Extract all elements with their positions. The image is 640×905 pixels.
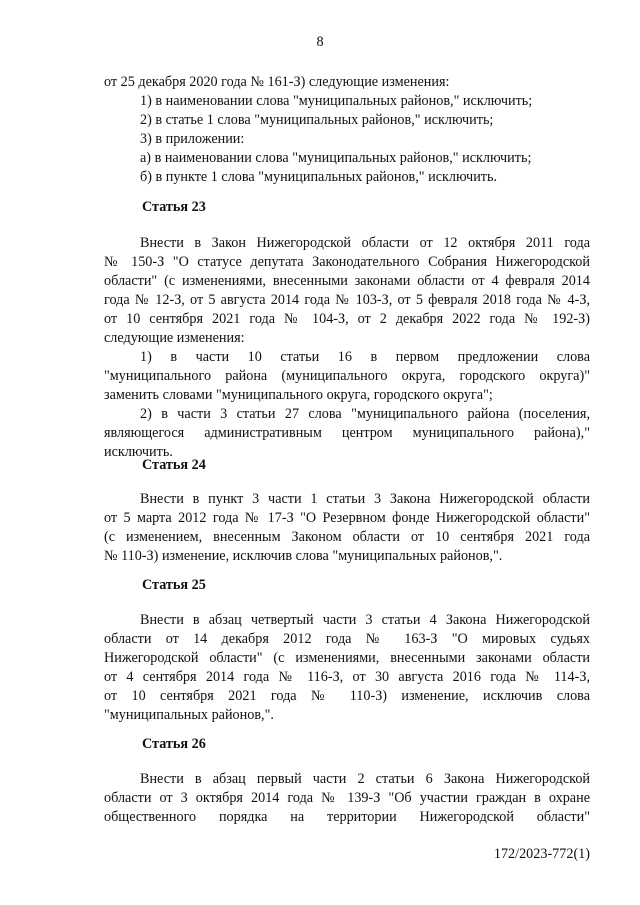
page-number: 8: [316, 34, 324, 50]
text-line: от 10 сентября 2021 года № 110-З) изменение, исключив слова: [104, 688, 590, 704]
article-heading: Статья 24: [142, 457, 206, 473]
text-line: Нижегородской области" (с изменениями, внесенными законами области: [104, 650, 590, 666]
article-heading: Статья 23: [142, 199, 206, 215]
text-line: а) в наименовании слова "муниципальных районов," исключить;: [140, 150, 532, 166]
article-heading: Статья 25: [142, 577, 206, 593]
text-line: от 10 сентября 2021 года № 104-З, от 2 декабря 2022 года № 192-З): [104, 311, 590, 327]
text-line: Внести в пункт 3 части 1 статьи 3 Закона Нижегородской области: [140, 491, 590, 507]
text-line: являющегося административным центром муниципального района),": [104, 425, 590, 441]
text-line: следующие изменения:: [104, 330, 245, 346]
text-line: области от 3 октября 2014 года № 139-З "Об участии граждан в охране: [104, 790, 590, 806]
text-line: общественного порядка на территории Нижегородской области": [104, 809, 590, 825]
text-line: Внести в абзац первый части 2 статьи 6 Закона Нижегородской: [140, 771, 590, 787]
text-line: исключить.: [104, 444, 173, 460]
article-24-body: [104, 490, 590, 566]
text-line: 2) в статье 1 слова "муниципальных районов," исключить;: [140, 112, 494, 128]
text-line: области от 14 декабря 2012 года № 163-З "О мировых судьях: [104, 631, 590, 647]
text-line: б) в пункте 1 слова "муниципальных районов," исключить.: [140, 169, 498, 185]
text-line: "муниципального района (муниципального округа, городского округа)": [104, 368, 590, 384]
text-line: области" (с изменениями, внесенными законами области от 4 февраля 2014: [104, 273, 590, 289]
article-23-body: [104, 234, 590, 462]
text-line: (с изменением, внесенным Законом области от 10 сентября 2021 года: [104, 529, 590, 545]
intro-paragraph: [104, 73, 590, 187]
text-line: заменить словами "муниципального округа, городского округа";: [104, 387, 493, 403]
text-line: № 110-З) изменение, исключив слова "муниципальных районов,".: [104, 548, 503, 564]
text-line: 2) в части 3 статьи 27 слова "муниципального района (поселения,: [140, 406, 590, 422]
text-line: от 25 декабря 2020 года № 161-З) следующие изменения:: [104, 74, 450, 90]
text-line: № 150-З "О статусе депутата Законодательного Собрания Нижегородской: [104, 254, 590, 270]
text-line: "муниципальных районов,".: [104, 707, 274, 723]
article-26-body: [104, 770, 590, 827]
text-line: 1) в части 10 статьи 16 в первом предложении слова: [140, 349, 590, 365]
text-line: от 4 сентября 2014 года № 116-З, от 30 августа 2016 года № 114-З,: [104, 669, 590, 685]
text-line: 1) в наименовании слова "муниципальных районов," исключить;: [140, 93, 533, 109]
text-line: от 5 марта 2012 года № 17-З "О Резервном фонде Нижегородской области": [104, 510, 590, 526]
text-line: 3) в приложении:: [140, 131, 245, 147]
document-code: 172/2023-772(1): [493, 846, 590, 862]
article-heading: Статья 26: [142, 736, 206, 752]
text-line: Внести в абзац четвертый части 3 статьи 4 Закона Нижегородской: [140, 612, 590, 628]
text-line: года № 12-З, от 5 августа 2014 года № 103-З, от 5 февраля 2018 года № 4-З,: [104, 292, 590, 308]
article-25-body: [104, 611, 590, 725]
text-line: Внести в Закон Нижегородской области от 12 октября 2011 года: [140, 235, 590, 251]
